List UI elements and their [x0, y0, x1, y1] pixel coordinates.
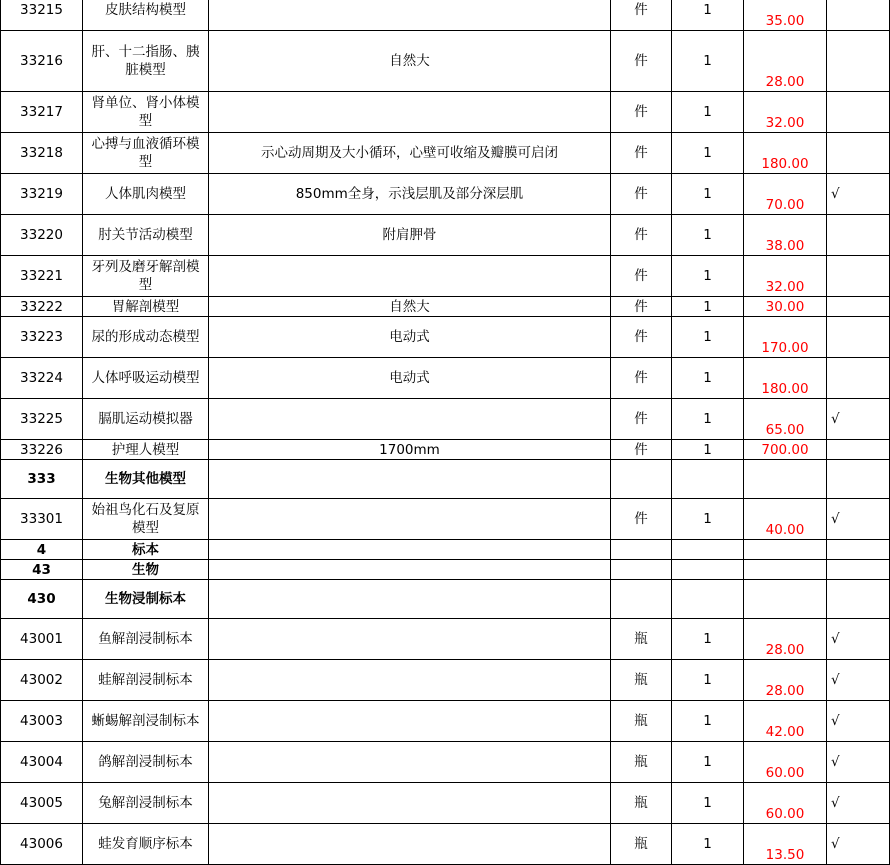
item-unit-cell: 件 [611, 297, 672, 317]
item-spec-cell: 1700mm [209, 440, 611, 460]
item-quantity-cell: 1 [672, 783, 744, 824]
item-code-cell: 430 [1, 580, 83, 619]
table-row [1, 256, 890, 297]
item-quantity-cell: 1 [672, 619, 744, 660]
item-check-mark-cell [827, 358, 890, 399]
item-check-mark-cell: √ [827, 783, 890, 824]
item-unit-cell: 瓶 [611, 619, 672, 660]
item-name-cell: 胃解剖模型 [83, 297, 209, 317]
item-price-cell: 28.00 [744, 619, 827, 660]
item-price-cell: 65.00 [744, 399, 827, 440]
item-price-cell: 30.00 [744, 297, 827, 317]
item-price-cell: 70.00 [744, 174, 827, 215]
table-body [1, 0, 890, 865]
item-unit-cell: 件 [611, 499, 672, 540]
item-check-mark-cell [827, 92, 890, 133]
table-row [1, 358, 890, 399]
item-unit-cell: 件 [611, 317, 672, 358]
table-row [1, 174, 890, 215]
item-quantity-cell: 1 [672, 31, 744, 92]
item-code-cell: 4 [1, 540, 83, 560]
item-quantity-cell: 1 [672, 358, 744, 399]
item-unit-cell: 件 [611, 215, 672, 256]
item-name-cell: 肝、十二指肠、胰脏模型 [83, 31, 209, 92]
item-quantity-cell: 1 [672, 215, 744, 256]
item-code-cell: 33218 [1, 133, 83, 174]
item-unit-cell: 件 [611, 256, 672, 297]
item-unit-cell: 件 [611, 31, 672, 92]
item-name-cell: 生物其他模型 [83, 460, 209, 499]
item-name-cell: 蜥蜴解剖浸制标本 [83, 701, 209, 742]
item-quantity-cell: 1 [672, 297, 744, 317]
table-row [1, 824, 890, 865]
table-row [1, 560, 890, 580]
item-price-cell: 180.00 [744, 133, 827, 174]
item-name-cell: 护理人模型 [83, 440, 209, 460]
item-unit-cell: 瓶 [611, 742, 672, 783]
item-spec-cell [209, 619, 611, 660]
item-name-cell: 蛙解剖浸制标本 [83, 660, 209, 701]
item-quantity-cell [672, 540, 744, 560]
item-name-cell: 人体肌肉模型 [83, 174, 209, 215]
item-quantity-cell [672, 580, 744, 619]
item-check-mark-cell: √ [827, 824, 890, 865]
item-name-cell: 人体呼吸运动模型 [83, 358, 209, 399]
item-code-cell: 43006 [1, 824, 83, 865]
table-row [1, 92, 890, 133]
item-name-cell: 膈肌运动模拟器 [83, 399, 209, 440]
item-price-cell: 13.50 [744, 824, 827, 865]
item-check-mark-cell: √ [827, 619, 890, 660]
item-unit-cell [611, 540, 672, 560]
item-name-cell: 标本 [83, 540, 209, 560]
item-check-mark-cell: √ [827, 701, 890, 742]
item-name-cell: 肾单位、肾小体模型 [83, 92, 209, 133]
item-name-cell: 鱼解剖浸制标本 [83, 619, 209, 660]
item-price-cell: 60.00 [744, 742, 827, 783]
item-code-cell: 33225 [1, 399, 83, 440]
item-unit-cell: 件 [611, 399, 672, 440]
table-row [1, 619, 890, 660]
item-quantity-cell [672, 560, 744, 580]
item-unit-cell: 件 [611, 0, 672, 31]
item-quantity-cell: 1 [672, 824, 744, 865]
item-price-cell: 170.00 [744, 317, 827, 358]
item-name-cell: 蛙发育顺序标本 [83, 824, 209, 865]
item-spec-cell [209, 92, 611, 133]
item-code-cell: 33222 [1, 297, 83, 317]
item-quantity-cell: 1 [672, 499, 744, 540]
item-check-mark-cell [827, 256, 890, 297]
item-spec-cell [209, 824, 611, 865]
item-code-cell: 33226 [1, 440, 83, 460]
item-spec-cell [209, 742, 611, 783]
item-name-cell: 牙列及磨牙解剖模型 [83, 256, 209, 297]
item-name-cell: 皮肤结构模型 [83, 0, 209, 31]
item-unit-cell [611, 580, 672, 619]
item-spec-cell [209, 580, 611, 619]
item-spec-cell [209, 783, 611, 824]
item-spec-cell: 附肩胛骨 [209, 215, 611, 256]
item-quantity-cell: 1 [672, 174, 744, 215]
item-price-cell: 700.00 [744, 440, 827, 460]
item-check-mark-cell [827, 31, 890, 92]
item-name-cell: 肘关节活动模型 [83, 215, 209, 256]
item-unit-cell: 件 [611, 358, 672, 399]
item-spec-cell: 自然大 [209, 297, 611, 317]
table-row [1, 31, 890, 92]
item-code-cell: 33223 [1, 317, 83, 358]
item-check-mark-cell [827, 540, 890, 560]
item-spec-cell [209, 540, 611, 560]
item-check-mark-cell: √ [827, 742, 890, 783]
table-row [1, 742, 890, 783]
item-price-cell: 38.00 [744, 215, 827, 256]
item-name-cell: 兔解剖浸制标本 [83, 783, 209, 824]
item-quantity-cell: 1 [672, 440, 744, 460]
item-check-mark-cell: √ [827, 399, 890, 440]
item-check-mark-cell [827, 297, 890, 317]
item-quantity-cell: 1 [672, 701, 744, 742]
item-unit-cell: 瓶 [611, 783, 672, 824]
item-price-cell: 32.00 [744, 92, 827, 133]
item-quantity-cell: 1 [672, 92, 744, 133]
table-row [1, 440, 890, 460]
item-unit-cell: 件 [611, 92, 672, 133]
table-row [1, 460, 890, 499]
item-price-cell: 40.00 [744, 499, 827, 540]
table-row [1, 215, 890, 256]
item-spec-cell [209, 256, 611, 297]
item-name-cell: 鸽解剖浸制标本 [83, 742, 209, 783]
item-quantity-cell: 1 [672, 742, 744, 783]
table-row [1, 783, 890, 824]
item-name-cell: 尿的形成动态模型 [83, 317, 209, 358]
item-check-mark-cell: √ [827, 660, 890, 701]
item-price-cell: 180.00 [744, 358, 827, 399]
item-unit-cell: 件 [611, 440, 672, 460]
item-check-mark-cell [827, 440, 890, 460]
item-price-cell: 28.00 [744, 31, 827, 92]
item-check-mark-cell [827, 133, 890, 174]
item-check-mark-cell: √ [827, 499, 890, 540]
item-quantity-cell: 1 [672, 133, 744, 174]
table-row [1, 317, 890, 358]
table-row [1, 499, 890, 540]
item-unit-cell: 瓶 [611, 701, 672, 742]
table-row [1, 297, 890, 317]
table-row [1, 399, 890, 440]
item-code-cell: 33224 [1, 358, 83, 399]
item-spec-cell [209, 560, 611, 580]
item-spec-cell [209, 0, 611, 31]
item-name-cell: 始祖鸟化石及复原模型 [83, 499, 209, 540]
item-unit-cell: 件 [611, 174, 672, 215]
item-code-cell: 43005 [1, 783, 83, 824]
table-row [1, 580, 890, 619]
item-code-cell: 33217 [1, 92, 83, 133]
item-unit-cell [611, 460, 672, 499]
item-price-cell: 32.00 [744, 256, 827, 297]
item-price-cell: 60.00 [744, 783, 827, 824]
item-spec-cell [209, 701, 611, 742]
item-code-cell: 43 [1, 560, 83, 580]
item-check-mark-cell [827, 317, 890, 358]
item-spec-cell: 示心动周期及大小循环，心壁可收缩及瓣膜可启闭 [209, 133, 611, 174]
item-quantity-cell [672, 460, 744, 499]
item-name-cell: 生物 [83, 560, 209, 580]
item-price-cell [744, 540, 827, 560]
item-price-cell: 28.00 [744, 660, 827, 701]
item-name-cell: 生物浸制标本 [83, 580, 209, 619]
item-spec-cell: 电动式 [209, 358, 611, 399]
item-code-cell: 33221 [1, 256, 83, 297]
item-unit-cell: 件 [611, 133, 672, 174]
table-row [1, 660, 890, 701]
item-price-cell: 35.00 [744, 0, 827, 31]
item-code-cell: 33301 [1, 499, 83, 540]
item-spec-cell: 850mm全身，示浅层肌及部分深层肌 [209, 174, 611, 215]
item-code-cell: 43004 [1, 742, 83, 783]
item-spec-cell [209, 399, 611, 440]
item-spec-cell [209, 660, 611, 701]
item-unit-cell: 瓶 [611, 660, 672, 701]
item-quantity-cell: 1 [672, 660, 744, 701]
item-check-mark-cell [827, 460, 890, 499]
item-price-cell [744, 560, 827, 580]
item-unit-cell: 瓶 [611, 824, 672, 865]
table-row [1, 540, 890, 560]
item-check-mark-cell [827, 580, 890, 619]
item-check-mark-cell: √ [827, 174, 890, 215]
item-code-cell: 333 [1, 460, 83, 499]
item-quantity-cell: 1 [672, 317, 744, 358]
item-check-mark-cell [827, 0, 890, 31]
item-code-cell: 33216 [1, 31, 83, 92]
table-row [1, 0, 890, 31]
item-price-cell [744, 580, 827, 619]
item-code-cell: 43002 [1, 660, 83, 701]
item-code-cell: 33220 [1, 215, 83, 256]
item-code-cell: 33219 [1, 174, 83, 215]
item-spec-cell: 自然大 [209, 31, 611, 92]
item-code-cell: 43001 [1, 619, 83, 660]
item-spec-cell [209, 460, 611, 499]
item-quantity-cell: 1 [672, 256, 744, 297]
item-spec-cell: 电动式 [209, 317, 611, 358]
item-spec-cell [209, 499, 611, 540]
item-price-cell: 42.00 [744, 701, 827, 742]
table-row [1, 133, 890, 174]
item-name-cell: 心搏与血液循环模型 [83, 133, 209, 174]
item-code-cell: 43003 [1, 701, 83, 742]
table-row [1, 701, 890, 742]
item-quantity-cell: 1 [672, 0, 744, 31]
item-code-cell: 33215 [1, 0, 83, 31]
item-unit-cell [611, 560, 672, 580]
item-quantity-cell: 1 [672, 399, 744, 440]
item-check-mark-cell [827, 560, 890, 580]
item-check-mark-cell [827, 215, 890, 256]
item-price-cell [744, 460, 827, 499]
